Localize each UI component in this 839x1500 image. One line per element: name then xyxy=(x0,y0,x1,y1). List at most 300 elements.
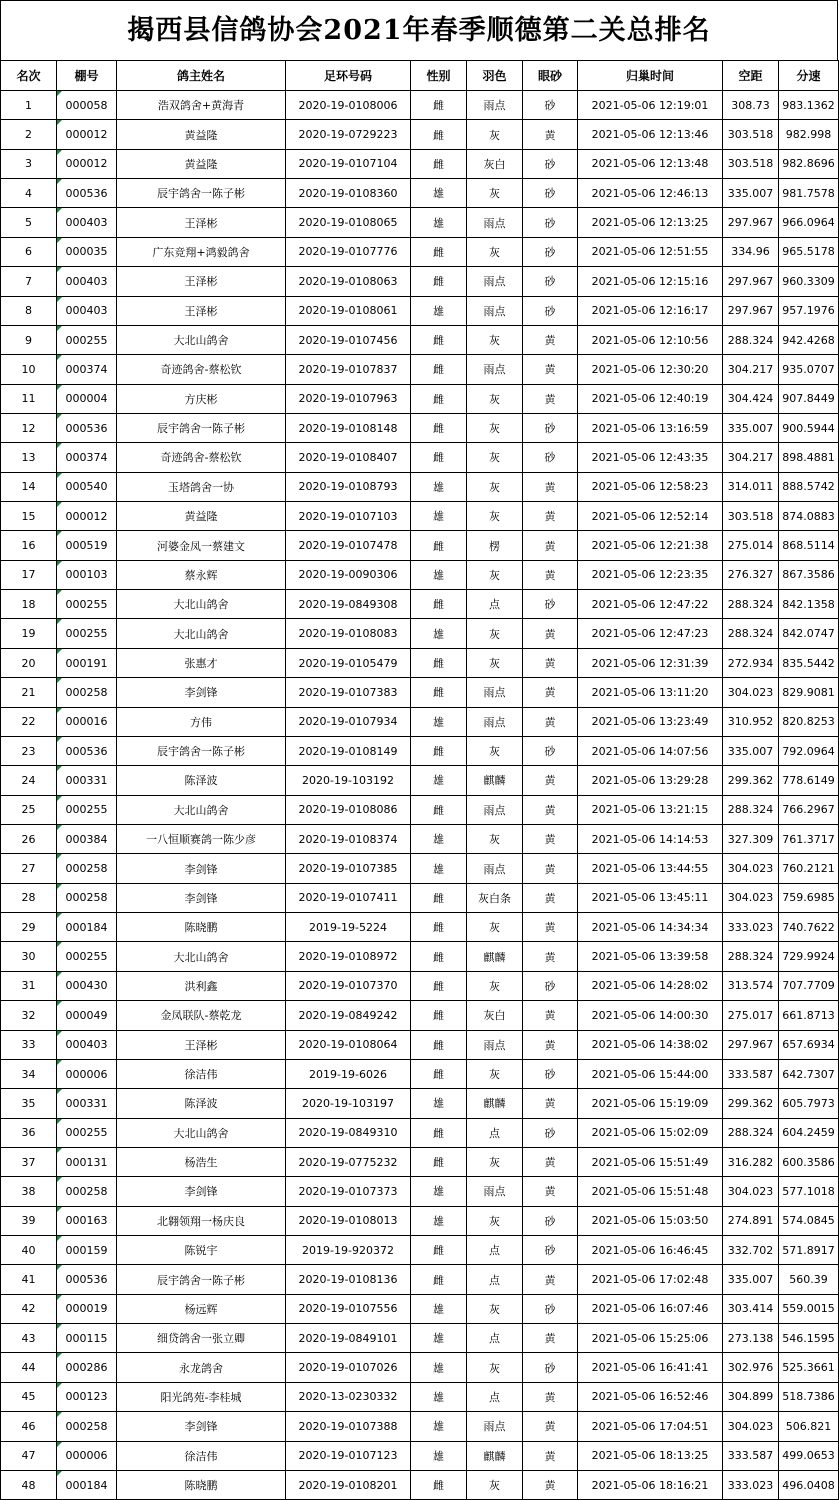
cell-eye: 砂 xyxy=(523,1294,578,1323)
cell-sex: 雄 xyxy=(411,502,467,531)
cell-eye: 黄 xyxy=(523,1441,578,1470)
cell-plumage: 灰 xyxy=(467,560,523,589)
cell-ring-no: 2020-19-0729223 xyxy=(286,120,411,149)
table-row xyxy=(1,91,839,120)
cell-loft-no: 000184 xyxy=(57,1470,117,1499)
table-row xyxy=(1,1324,839,1353)
cell-eye: 砂 xyxy=(523,1236,578,1265)
cell-plumage: 灰 xyxy=(467,1294,523,1323)
cell-return-time: 2021-05-06 13:29:28 xyxy=(578,766,723,795)
cell-loft-no: 000255 xyxy=(57,325,117,354)
cell-eye: 黄 xyxy=(523,1001,578,1030)
cell-sex: 雌 xyxy=(411,120,467,149)
cell-owner-name: 陈泽波 xyxy=(117,766,286,795)
cell-plumage: 雨点 xyxy=(467,678,523,707)
cell-owner-name: 杨远辉 xyxy=(117,1294,286,1323)
table-row xyxy=(1,1118,839,1147)
cell-rank: 43 xyxy=(1,1324,57,1353)
cell-plumage: 灰 xyxy=(467,120,523,149)
cell-plumage: 雨点 xyxy=(467,296,523,325)
cell-plumage: 灰 xyxy=(467,1147,523,1176)
column-header-sex: 性别 xyxy=(411,61,467,91)
cell-speed: 982.998 xyxy=(779,120,839,149)
cell-sex: 雄 xyxy=(411,208,467,237)
cell-distance: 335.007 xyxy=(723,1265,779,1294)
cell-plumage: 灰 xyxy=(467,472,523,501)
cell-distance: 334.96 xyxy=(723,237,779,266)
cell-owner-name: 王泽彬 xyxy=(117,267,286,296)
table-row xyxy=(1,619,839,648)
cell-distance: 288.324 xyxy=(723,942,779,971)
cell-ring-no: 2020-19-0849310 xyxy=(286,1118,411,1147)
cell-sex: 雌 xyxy=(411,971,467,1000)
cell-loft-no: 000123 xyxy=(57,1382,117,1411)
cell-rank: 42 xyxy=(1,1294,57,1323)
cell-ring-no: 2019-19-5224 xyxy=(286,913,411,942)
cell-loft-no: 000258 xyxy=(57,1412,117,1441)
cell-rank: 38 xyxy=(1,1177,57,1206)
cell-distance: 335.007 xyxy=(723,413,779,442)
cell-speed: 842.0747 xyxy=(779,619,839,648)
cell-speed: 499.0653 xyxy=(779,1441,839,1470)
cell-speed: 966.0964 xyxy=(779,208,839,237)
cell-plumage: 点 xyxy=(467,1382,523,1411)
table-row xyxy=(1,854,839,883)
cell-plumage: 雨点 xyxy=(467,91,523,120)
cell-return-time: 2021-05-06 13:23:49 xyxy=(578,707,723,736)
cell-speed: 642.7307 xyxy=(779,1059,839,1088)
cell-owner-name: 方庆彬 xyxy=(117,384,286,413)
cell-eye: 砂 xyxy=(523,179,578,208)
cell-distance: 304.217 xyxy=(723,355,779,384)
cell-speed: 740.7622 xyxy=(779,913,839,942)
cell-plumage: 灰 xyxy=(467,502,523,531)
cell-speed: 957.1976 xyxy=(779,296,839,325)
cell-rank: 32 xyxy=(1,1001,57,1030)
cell-owner-name: 永龙鸽舍 xyxy=(117,1353,286,1382)
cell-plumage: 灰 xyxy=(467,619,523,648)
cell-plumage: 雨点 xyxy=(467,1412,523,1441)
cell-return-time: 2021-05-06 16:41:41 xyxy=(578,1353,723,1382)
cell-owner-name: 蔡永辉 xyxy=(117,560,286,589)
cell-owner-name: 大北山鸽舍 xyxy=(117,619,286,648)
cell-ring-no: 2019-19-6026 xyxy=(286,1059,411,1088)
table-body xyxy=(1,91,839,1500)
cell-loft-no: 000258 xyxy=(57,678,117,707)
cell-sex: 雌 xyxy=(411,325,467,354)
cell-rank: 11 xyxy=(1,384,57,413)
cell-plumage: 楞 xyxy=(467,531,523,560)
cell-speed: 574.0845 xyxy=(779,1206,839,1235)
cell-sex: 雄 xyxy=(411,824,467,853)
table-row xyxy=(1,883,839,912)
cell-ring-no: 2020-19-0105479 xyxy=(286,648,411,677)
cell-loft-no: 000258 xyxy=(57,854,117,883)
table-row xyxy=(1,237,839,266)
cell-sex: 雌 xyxy=(411,384,467,413)
cell-speed: 898.4881 xyxy=(779,443,839,472)
cell-owner-name: 大北山鸽舍 xyxy=(117,942,286,971)
cell-loft-no: 000255 xyxy=(57,942,117,971)
cell-rank: 28 xyxy=(1,883,57,912)
cell-speed: 820.8253 xyxy=(779,707,839,736)
cell-loft-no: 000403 xyxy=(57,267,117,296)
cell-speed: 560.39 xyxy=(779,1265,839,1294)
column-header-return-time: 归巢时间 xyxy=(578,61,723,91)
cell-owner-name: 黄益隆 xyxy=(117,502,286,531)
table-row xyxy=(1,1089,839,1118)
cell-ring-no: 2020-19-0108201 xyxy=(286,1470,411,1499)
cell-distance: 288.324 xyxy=(723,1118,779,1147)
cell-plumage: 灰 xyxy=(467,913,523,942)
cell-plumage: 灰白条 xyxy=(467,883,523,912)
column-header-distance: 空距 xyxy=(723,61,779,91)
cell-owner-name: 一八恒顺赛鸽一陈少彦 xyxy=(117,824,286,853)
cell-plumage: 灰白 xyxy=(467,1001,523,1030)
cell-speed: 907.8449 xyxy=(779,384,839,413)
cell-sex: 雌 xyxy=(411,413,467,442)
table-row xyxy=(1,1030,839,1059)
table-row xyxy=(1,1265,839,1294)
cell-sex: 雄 xyxy=(411,1177,467,1206)
table-row xyxy=(1,443,839,472)
cell-sex: 雌 xyxy=(411,355,467,384)
table-row xyxy=(1,648,839,677)
cell-plumage: 雨点 xyxy=(467,355,523,384)
cell-ring-no: 2020-19-103197 xyxy=(286,1089,411,1118)
cell-owner-name: 陈晓鹏 xyxy=(117,913,286,942)
table-row xyxy=(1,1412,839,1441)
cell-owner-name: 辰宇鸽舍一陈子彬 xyxy=(117,736,286,765)
cell-eye: 黄 xyxy=(523,1412,578,1441)
cell-sex: 雌 xyxy=(411,648,467,677)
cell-plumage: 灰 xyxy=(467,736,523,765)
cell-ring-no: 2020-19-0849242 xyxy=(286,1001,411,1030)
cell-speed: 729.9924 xyxy=(779,942,839,971)
cell-plumage: 灰 xyxy=(467,971,523,1000)
cell-rank: 25 xyxy=(1,795,57,824)
cell-sex: 雌 xyxy=(411,1236,467,1265)
cell-return-time: 2021-05-06 12:46:13 xyxy=(578,179,723,208)
cell-return-time: 2021-05-06 12:40:19 xyxy=(578,384,723,413)
table-row xyxy=(1,355,839,384)
cell-eye: 黄 xyxy=(523,824,578,853)
cell-distance: 288.324 xyxy=(723,325,779,354)
cell-loft-no: 000519 xyxy=(57,531,117,560)
cell-sex: 雌 xyxy=(411,590,467,619)
cell-plumage: 灰 xyxy=(467,325,523,354)
cell-ring-no: 2020-13-0230332 xyxy=(286,1382,411,1411)
cell-eye: 砂 xyxy=(523,1059,578,1088)
cell-plumage: 灰 xyxy=(467,824,523,853)
cell-ring-no: 2020-19-0108065 xyxy=(286,208,411,237)
cell-speed: 759.6985 xyxy=(779,883,839,912)
cell-rank: 34 xyxy=(1,1059,57,1088)
cell-owner-name: 大北山鸽舍 xyxy=(117,795,286,824)
cell-owner-name: 黄益隆 xyxy=(117,120,286,149)
cell-loft-no: 000384 xyxy=(57,824,117,853)
cell-rank: 35 xyxy=(1,1089,57,1118)
cell-return-time: 2021-05-06 12:58:23 xyxy=(578,472,723,501)
cell-loft-no: 000255 xyxy=(57,619,117,648)
cell-return-time: 2021-05-06 15:44:00 xyxy=(578,1059,723,1088)
cell-eye: 黄 xyxy=(523,1382,578,1411)
table-row xyxy=(1,971,839,1000)
cell-sex: 雄 xyxy=(411,1412,467,1441)
cell-speed: 571.8917 xyxy=(779,1236,839,1265)
cell-owner-name: 大北山鸽舍 xyxy=(117,325,286,354)
cell-owner-name: 张惠才 xyxy=(117,648,286,677)
cell-sex: 雌 xyxy=(411,531,467,560)
cell-distance: 304.899 xyxy=(723,1382,779,1411)
cell-loft-no: 000035 xyxy=(57,237,117,266)
cell-loft-no: 000012 xyxy=(57,502,117,531)
table-row xyxy=(1,795,839,824)
cell-owner-name: 辰宇鸽舍一陈子彬 xyxy=(117,1265,286,1294)
table-row xyxy=(1,1001,839,1030)
cell-ring-no: 2020-19-0107026 xyxy=(286,1353,411,1382)
cell-sex: 雄 xyxy=(411,1353,467,1382)
cell-sex: 雌 xyxy=(411,1030,467,1059)
cell-distance: 303.518 xyxy=(723,120,779,149)
cell-loft-no: 000159 xyxy=(57,1236,117,1265)
cell-speed: 661.8713 xyxy=(779,1001,839,1030)
cell-eye: 黄 xyxy=(523,531,578,560)
column-header-speed: 分速 xyxy=(779,61,839,91)
cell-return-time: 2021-05-06 15:51:48 xyxy=(578,1177,723,1206)
cell-loft-no: 000331 xyxy=(57,766,117,795)
cell-rank: 44 xyxy=(1,1353,57,1382)
cell-ring-no: 2020-19-0090306 xyxy=(286,560,411,589)
cell-rank: 12 xyxy=(1,413,57,442)
cell-eye: 砂 xyxy=(523,590,578,619)
cell-sex: 雌 xyxy=(411,795,467,824)
cell-speed: 792.0964 xyxy=(779,736,839,765)
cell-eye: 砂 xyxy=(523,971,578,1000)
cell-plumage: 点 xyxy=(467,1236,523,1265)
cell-rank: 30 xyxy=(1,942,57,971)
cell-plumage: 雨点 xyxy=(467,1030,523,1059)
cell-eye: 黄 xyxy=(523,883,578,912)
cell-return-time: 2021-05-06 12:13:48 xyxy=(578,149,723,178)
cell-distance: 303.414 xyxy=(723,1294,779,1323)
sheet-title: 揭西县信鸽协会2021年春季顺德第二关总排名 xyxy=(0,0,838,60)
cell-owner-name: 杨浩生 xyxy=(117,1147,286,1176)
table-row xyxy=(1,942,839,971)
cell-speed: 829.9081 xyxy=(779,678,839,707)
table-row xyxy=(1,707,839,736)
cell-loft-no: 000131 xyxy=(57,1147,117,1176)
cell-owner-name: 辰宇鸽舍一陈子彬 xyxy=(117,179,286,208)
cell-loft-no: 000403 xyxy=(57,1030,117,1059)
cell-loft-no: 000540 xyxy=(57,472,117,501)
cell-rank: 2 xyxy=(1,120,57,149)
cell-return-time: 2021-05-06 18:13:25 xyxy=(578,1441,723,1470)
cell-rank: 27 xyxy=(1,854,57,883)
cell-return-time: 2021-05-06 15:51:49 xyxy=(578,1147,723,1176)
cell-distance: 304.424 xyxy=(723,384,779,413)
cell-owner-name: 玉塔鸽舍一协 xyxy=(117,472,286,501)
cell-eye: 黄 xyxy=(523,1177,578,1206)
cell-eye: 黄 xyxy=(523,942,578,971)
cell-ring-no: 2020-19-0107370 xyxy=(286,971,411,1000)
table-row xyxy=(1,590,839,619)
cell-rank: 47 xyxy=(1,1441,57,1470)
cell-sex: 雄 xyxy=(411,296,467,325)
cell-speed: 600.3586 xyxy=(779,1147,839,1176)
cell-rank: 46 xyxy=(1,1412,57,1441)
cell-speed: 835.5442 xyxy=(779,648,839,677)
cell-sex: 雄 xyxy=(411,854,467,883)
cell-return-time: 2021-05-06 12:13:25 xyxy=(578,208,723,237)
cell-return-time: 2021-05-06 13:39:58 xyxy=(578,942,723,971)
table-row xyxy=(1,208,839,237)
cell-return-time: 2021-05-06 14:38:02 xyxy=(578,1030,723,1059)
cell-speed: 867.3586 xyxy=(779,560,839,589)
table-row xyxy=(1,502,839,531)
cell-ring-no: 2020-19-0775232 xyxy=(286,1147,411,1176)
cell-loft-no: 000006 xyxy=(57,1059,117,1088)
cell-plumage: 麒麟 xyxy=(467,1441,523,1470)
cell-eye: 砂 xyxy=(523,208,578,237)
table-row xyxy=(1,824,839,853)
cell-return-time: 2021-05-06 12:15:16 xyxy=(578,267,723,296)
cell-plumage: 灰 xyxy=(467,1059,523,1088)
cell-loft-no: 000536 xyxy=(57,413,117,442)
cell-sex: 雌 xyxy=(411,942,467,971)
cell-loft-no: 000049 xyxy=(57,1001,117,1030)
cell-speed: 965.5178 xyxy=(779,237,839,266)
cell-rank: 16 xyxy=(1,531,57,560)
cell-ring-no: 2020-19-0107776 xyxy=(286,237,411,266)
cell-sex: 雌 xyxy=(411,237,467,266)
cell-rank: 39 xyxy=(1,1206,57,1235)
cell-ring-no: 2020-19-0108136 xyxy=(286,1265,411,1294)
cell-speed: 525.3661 xyxy=(779,1353,839,1382)
cell-speed: 960.3309 xyxy=(779,267,839,296)
cell-eye: 砂 xyxy=(523,1118,578,1147)
cell-loft-no: 000536 xyxy=(57,1265,117,1294)
cell-eye: 砂 xyxy=(523,1353,578,1382)
cell-rank: 18 xyxy=(1,590,57,619)
table-row xyxy=(1,531,839,560)
cell-rank: 3 xyxy=(1,149,57,178)
cell-return-time: 2021-05-06 12:13:46 xyxy=(578,120,723,149)
cell-sex: 雄 xyxy=(411,1382,467,1411)
cell-plumage: 雨点 xyxy=(467,267,523,296)
cell-distance: 303.518 xyxy=(723,149,779,178)
cell-distance: 310.952 xyxy=(723,707,779,736)
cell-distance: 274.891 xyxy=(723,1206,779,1235)
cell-eye: 黄 xyxy=(523,766,578,795)
cell-loft-no: 000403 xyxy=(57,208,117,237)
cell-plumage: 点 xyxy=(467,1118,523,1147)
cell-owner-name: 洪利鑫 xyxy=(117,971,286,1000)
cell-distance: 304.023 xyxy=(723,1177,779,1206)
cell-loft-no: 000255 xyxy=(57,590,117,619)
cell-loft-no: 000286 xyxy=(57,1353,117,1382)
cell-owner-name: 李剑锋 xyxy=(117,678,286,707)
table-row xyxy=(1,1353,839,1382)
cell-rank: 8 xyxy=(1,296,57,325)
cell-eye: 黄 xyxy=(523,1265,578,1294)
cell-speed: 981.7578 xyxy=(779,179,839,208)
cell-loft-no: 000016 xyxy=(57,707,117,736)
cell-ring-no: 2020-19-0849308 xyxy=(286,590,411,619)
cell-speed: 900.5944 xyxy=(779,413,839,442)
cell-rank: 10 xyxy=(1,355,57,384)
cell-loft-no: 000012 xyxy=(57,149,117,178)
cell-eye: 黄 xyxy=(523,502,578,531)
cell-plumage: 麒麟 xyxy=(467,766,523,795)
cell-sex: 雄 xyxy=(411,707,467,736)
cell-owner-name: 李剑锋 xyxy=(117,1412,286,1441)
table-row xyxy=(1,766,839,795)
cell-distance: 304.023 xyxy=(723,678,779,707)
table-row xyxy=(1,296,839,325)
cell-ring-no: 2020-19-0107385 xyxy=(286,854,411,883)
cell-eye: 砂 xyxy=(523,267,578,296)
table-row xyxy=(1,472,839,501)
cell-loft-no: 000115 xyxy=(57,1324,117,1353)
cell-sex: 雄 xyxy=(411,560,467,589)
cell-sex: 雌 xyxy=(411,149,467,178)
cell-plumage: 灰 xyxy=(467,413,523,442)
cell-return-time: 2021-05-06 16:07:46 xyxy=(578,1294,723,1323)
cell-speed: 935.0707 xyxy=(779,355,839,384)
cell-rank: 48 xyxy=(1,1470,57,1499)
table-row xyxy=(1,736,839,765)
cell-ring-no: 2020-19-0107934 xyxy=(286,707,411,736)
cell-ring-no: 2020-19-0107556 xyxy=(286,1294,411,1323)
cell-loft-no: 000331 xyxy=(57,1089,117,1118)
table-header-row xyxy=(1,61,839,91)
cell-loft-no: 000430 xyxy=(57,971,117,1000)
cell-distance: 333.023 xyxy=(723,1470,779,1499)
cell-sex: 雌 xyxy=(411,1265,467,1294)
cell-eye: 黄 xyxy=(523,472,578,501)
cell-eye: 砂 xyxy=(523,413,578,442)
cell-speed: 707.7709 xyxy=(779,971,839,1000)
cell-ring-no: 2020-19-0107388 xyxy=(286,1412,411,1441)
cell-owner-name: 陈泽波 xyxy=(117,1089,286,1118)
cell-return-time: 2021-05-06 12:47:23 xyxy=(578,619,723,648)
cell-ring-no: 2020-19-0108148 xyxy=(286,413,411,442)
cell-speed: 577.1018 xyxy=(779,1177,839,1206)
cell-rank: 36 xyxy=(1,1118,57,1147)
cell-owner-name: 阳光鸽苑-李桂城 xyxy=(117,1382,286,1411)
cell-rank: 22 xyxy=(1,707,57,736)
cell-ring-no: 2020-19-0108006 xyxy=(286,91,411,120)
cell-rank: 29 xyxy=(1,913,57,942)
cell-plumage: 灰 xyxy=(467,1206,523,1235)
cell-rank: 23 xyxy=(1,736,57,765)
cell-loft-no: 000536 xyxy=(57,179,117,208)
cell-rank: 7 xyxy=(1,267,57,296)
table-row xyxy=(1,325,839,354)
cell-ring-no: 2020-19-0107373 xyxy=(286,1177,411,1206)
cell-distance: 297.967 xyxy=(723,208,779,237)
cell-distance: 316.282 xyxy=(723,1147,779,1176)
cell-return-time: 2021-05-06 16:52:46 xyxy=(578,1382,723,1411)
column-header-owner-name: 鸽主姓名 xyxy=(117,61,286,91)
cell-eye: 黄 xyxy=(523,1470,578,1499)
cell-distance: 304.023 xyxy=(723,1412,779,1441)
cell-ring-no: 2020-19-0108083 xyxy=(286,619,411,648)
table-row xyxy=(1,678,839,707)
cell-speed: 942.4268 xyxy=(779,325,839,354)
cell-ring-no: 2020-19-0108149 xyxy=(286,736,411,765)
